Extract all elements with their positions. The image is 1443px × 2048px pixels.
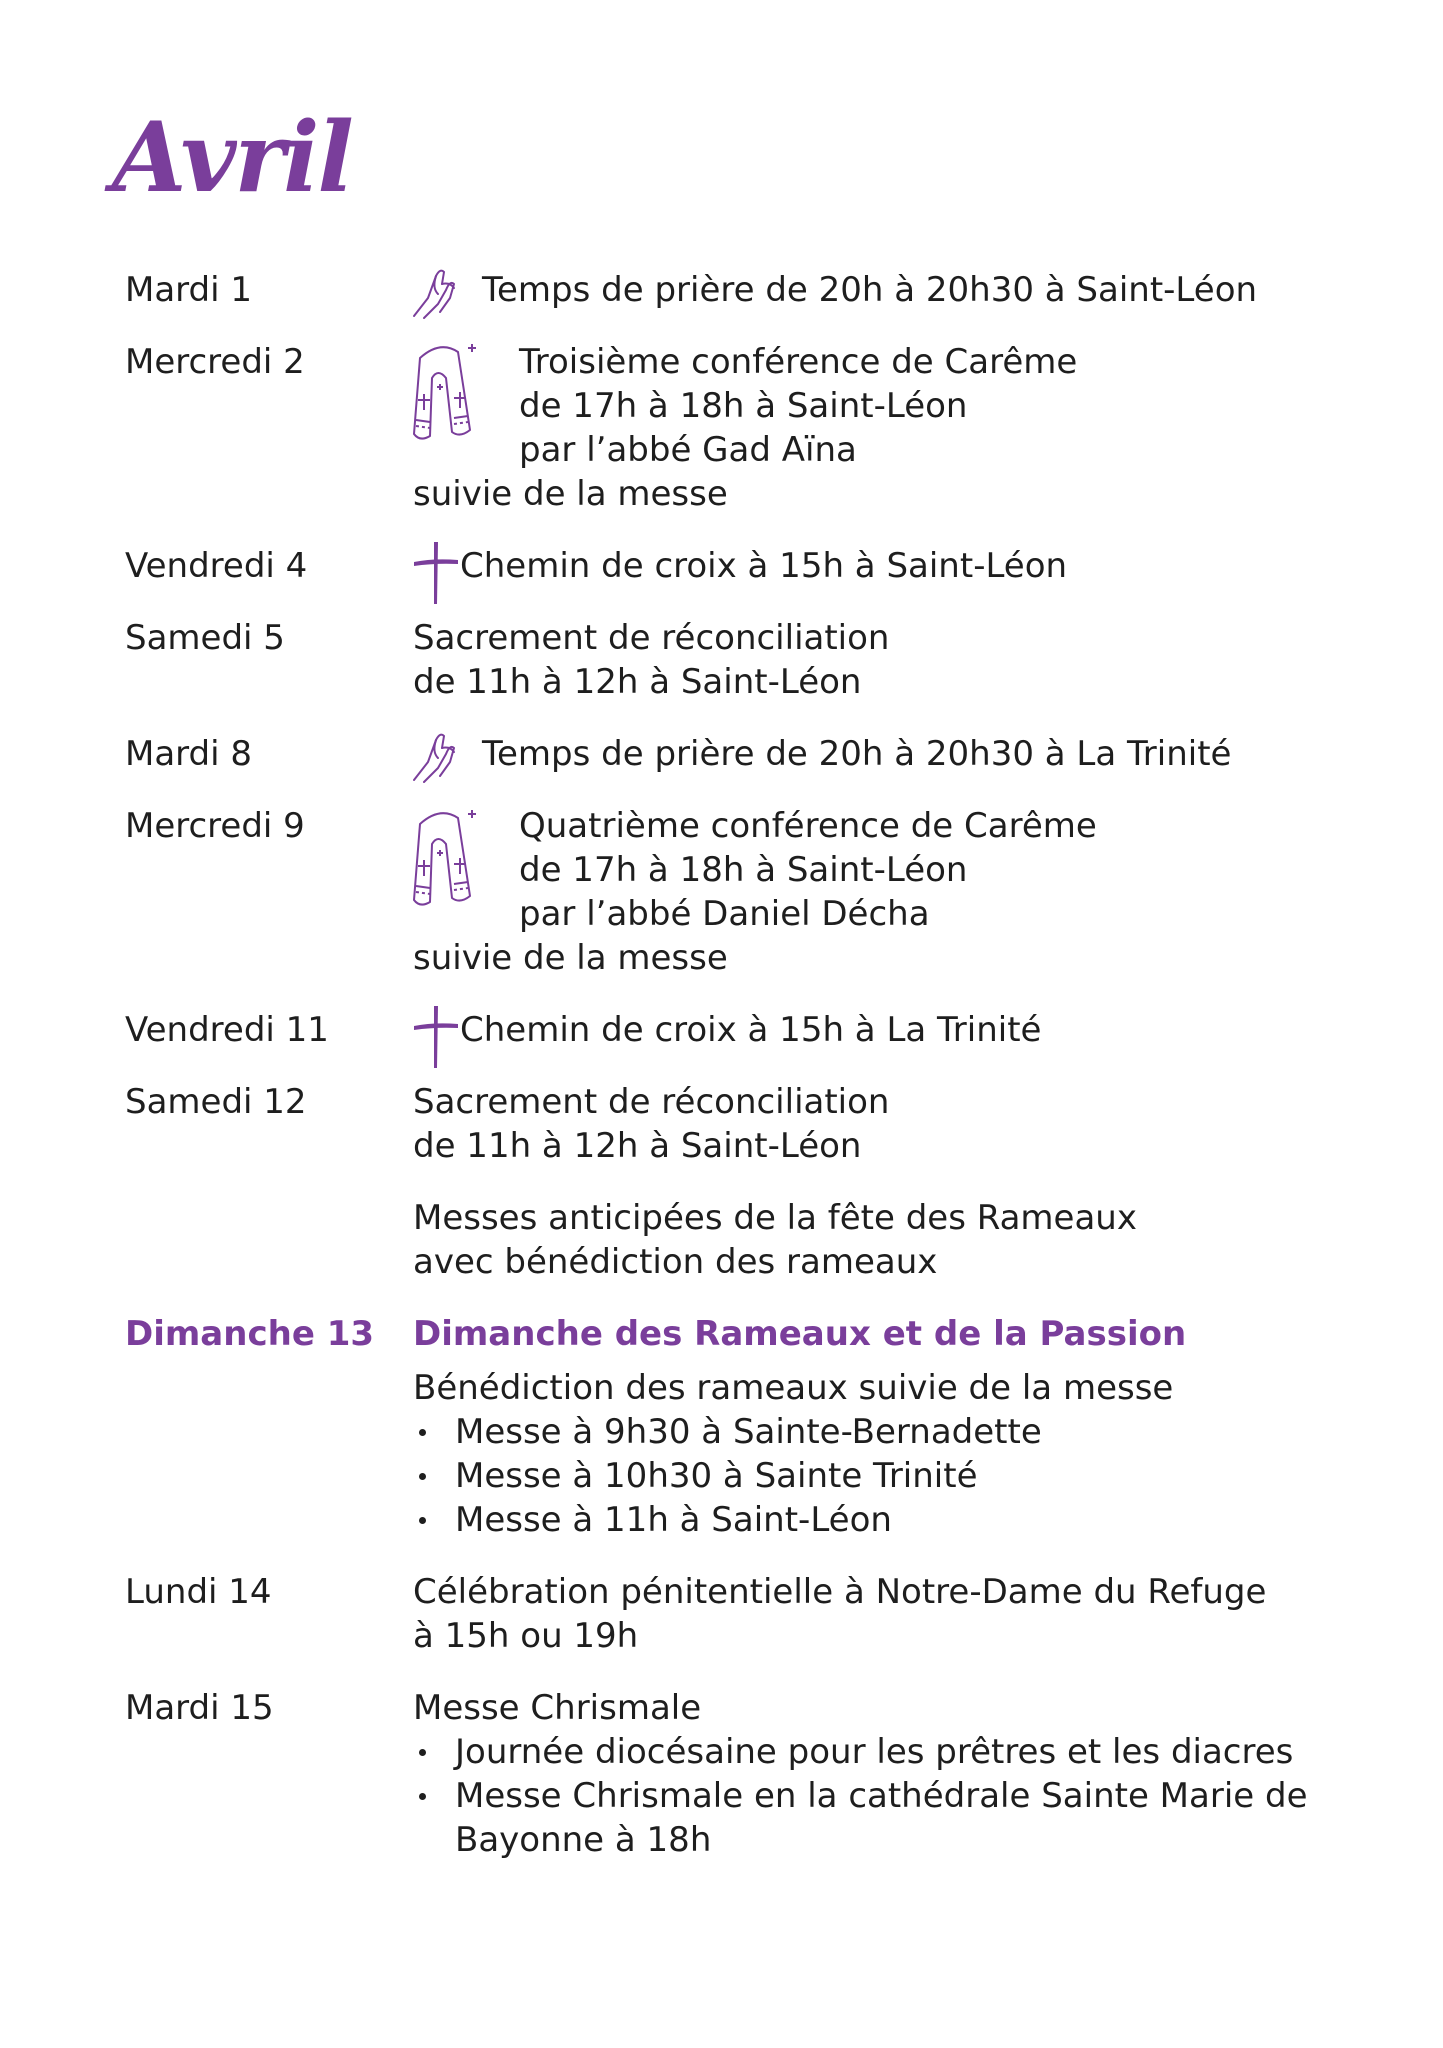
stole-icon — [410, 804, 486, 912]
event-text: Chemin de croix à 15h à La Trinité — [460, 1010, 1042, 1050]
cross-icon — [412, 1004, 460, 1070]
event-date: Mercredi 9 — [125, 806, 305, 846]
event-heading: Dimanche des Rameaux et de la Passion — [413, 1314, 1187, 1354]
event-text: de 11h à 12h à Saint-Léon — [413, 1126, 862, 1166]
event-date: Vendredi 4 — [125, 546, 308, 586]
event-text: Sacrement de réconciliation — [413, 1082, 890, 1122]
event-text: Célébration pénitentielle à Notre-Dame du Refuge — [413, 1572, 1267, 1612]
event-text: Bénédiction des rameaux suivie de la messe — [413, 1368, 1174, 1408]
event-text: Messe Chrismale — [413, 1688, 702, 1728]
event-text: Sacrement de réconciliation — [413, 618, 890, 658]
event-text: Messes anticipées de la fête des Rameaux — [413, 1198, 1137, 1238]
bullet-dot — [419, 1793, 426, 1800]
month-title: Avril — [112, 101, 352, 214]
bullet-text: Messe à 10h30 à Sainte Trinité — [455, 1456, 978, 1496]
event-text: Temps de prière de 20h à 20h30 à Saint-Léon — [482, 270, 1258, 310]
event-text: Quatrième conférence de Carême — [519, 806, 1097, 846]
event-date: Mardi 1 — [125, 270, 253, 310]
event-date: Mercredi 2 — [125, 342, 305, 382]
event-date: Samedi 12 — [125, 1082, 307, 1122]
event-date: Mardi 8 — [125, 734, 253, 774]
event-text: de 17h à 18h à Saint-Léon — [519, 386, 968, 426]
bullet-text: Messe Chrismale en la cathédrale Sainte Marie de — [455, 1776, 1308, 1816]
bullet-dot — [419, 1429, 426, 1436]
bullet-dot — [419, 1473, 426, 1480]
event-text: à 15h ou 19h — [413, 1616, 639, 1656]
event-text: avec bénédiction des rameaux — [413, 1242, 938, 1282]
event-text: suivie de la messe — [413, 938, 728, 978]
event-text: de 11h à 12h à Saint-Léon — [413, 662, 862, 702]
praying-hands-icon — [410, 726, 466, 784]
event-text: par l’abbé Daniel Décha — [519, 894, 930, 934]
event-date: Samedi 5 — [125, 618, 285, 658]
praying-hands-icon — [410, 262, 466, 320]
cross-icon — [412, 540, 460, 606]
event-text: Troisième conférence de Carême — [519, 342, 1078, 382]
stole-icon — [410, 338, 486, 446]
event-text: suivie de la messe — [413, 474, 728, 514]
event-date-highlight: Dimanche 13 — [125, 1314, 375, 1354]
event-text: Temps de prière de 20h à 20h30 à La Trinité — [482, 734, 1232, 774]
event-text: par l’abbé Gad Aïna — [519, 430, 857, 470]
bullet-text: Messe à 9h30 à Sainte-Bernadette — [455, 1412, 1042, 1452]
bullet-text: Bayonne à 18h — [455, 1820, 712, 1860]
bullet-dot — [419, 1749, 426, 1756]
bullet-dot — [419, 1517, 426, 1524]
event-text: Chemin de croix à 15h à Saint-Léon — [460, 546, 1068, 586]
event-text: de 17h à 18h à Saint-Léon — [519, 850, 968, 890]
event-date: Vendredi 11 — [125, 1010, 329, 1050]
event-date: Lundi 14 — [125, 1572, 272, 1612]
bullet-text: Messe à 11h à Saint-Léon — [455, 1500, 892, 1540]
event-date: Mardi 15 — [125, 1688, 274, 1728]
bullet-text: Journée diocésaine pour les prêtres et les diacres — [455, 1732, 1294, 1772]
